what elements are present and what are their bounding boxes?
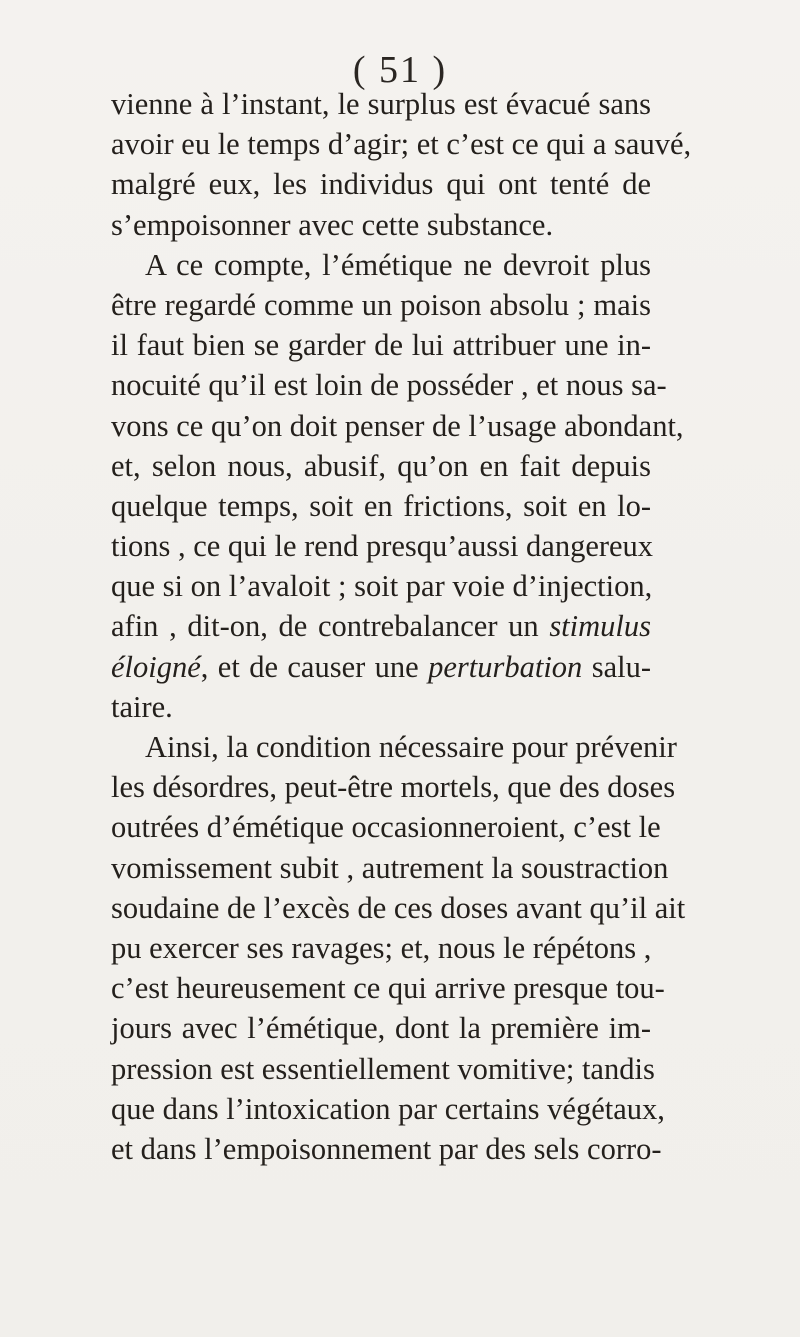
text-line	[111, 365, 667, 405]
text-line	[111, 84, 651, 124]
text-line	[111, 727, 677, 767]
text-span: vienne à l’instant, le surplus est évacué sans	[111, 87, 651, 121]
text-span: salu-	[582, 649, 651, 684]
text-span: avoir eu le temps d’agir; et c’est ce qui a sauvé,	[111, 127, 692, 162]
text-span: vons ce qu’on doit penser de l’usage abondant,	[111, 408, 684, 443]
page-number: ( 51 )	[352, 49, 448, 91]
text-line	[111, 968, 665, 1008]
text-line	[111, 807, 661, 847]
text-span: malgré eux, les individus qui ont tenté de	[111, 167, 651, 202]
text-line	[111, 486, 651, 526]
text-line	[111, 848, 669, 888]
text-line	[111, 285, 651, 325]
text-span: , et de causer une	[200, 649, 429, 684]
text-span: s’empoisonner avec cette substance.	[111, 207, 554, 242]
text-line	[111, 1049, 655, 1089]
text-span: vomissement subit , autrement la soustraction	[111, 850, 669, 885]
italic-text: stimulus	[549, 609, 651, 644]
text-line	[111, 888, 686, 928]
text-span: nocuité qu’il est loin de posséder , et nous sa-	[111, 368, 667, 403]
text-line	[111, 928, 651, 968]
text-span: Ainsi, la condition nécessaire pour prévenir	[145, 730, 677, 764]
text-line	[111, 606, 651, 646]
text-span: être regardé comme un poison absolu ; mais	[111, 287, 651, 322]
text-span: jours avec l’émétique, dont la première im-	[111, 1011, 651, 1046]
text-span: quelque temps, soit en frictions, soit en lo-	[111, 488, 651, 523]
text-span: que si on l’avaloit ; soit par voie d’injection,	[111, 569, 653, 604]
text-line	[111, 406, 684, 446]
text-line	[111, 205, 651, 245]
text-span: il faut bien se garder de lui attribuer une in-	[111, 328, 651, 363]
text-span: afin , dit-on, de contrebalancer un	[111, 609, 550, 644]
text-line	[111, 1089, 665, 1129]
text-line	[111, 1008, 651, 1048]
text-span: les désordres, peut-être mortels, que des doses	[111, 770, 676, 805]
text-span: et dans l’empoisonnement par des sels corro-	[111, 1131, 662, 1166]
text-span: pu exercer ses ravages; et, nous le répétons ,	[111, 930, 652, 965]
text-line	[111, 124, 692, 164]
text-span: pression est essentiellement vomitive; tandis	[111, 1051, 655, 1086]
text-span: outrées d’émétique occasionneroient, c’est le	[111, 810, 661, 845]
text-line	[111, 1129, 662, 1169]
text-span: soudaine de l’excès de ces doses avant qu’il ait	[111, 890, 686, 925]
italic-text: perturbation	[428, 649, 583, 684]
text-span: que dans l’intoxication par certains végétaux,	[111, 1091, 665, 1126]
text-line	[111, 164, 651, 204]
text-line	[111, 767, 676, 807]
italic-text: éloigné	[111, 649, 201, 684]
text-line	[111, 245, 651, 285]
text-line	[111, 566, 651, 606]
text-line	[111, 647, 651, 687]
text-span: et, selon nous, abusif, qu’on en fait depuis	[111, 448, 651, 483]
text-span: taire.	[111, 689, 173, 724]
text-line	[111, 325, 651, 365]
text-span: tions , ce qui le rend presqu’aussi dangereux	[111, 529, 654, 564]
text-span: A ce compte, l’émétique ne devroit plus	[145, 247, 651, 282]
body-text	[111, 84, 692, 1169]
text-line	[111, 687, 651, 727]
text-line	[111, 446, 651, 486]
text-span: c’est heureusement ce qui arrive presque tou-	[111, 971, 665, 1006]
text-line	[111, 526, 654, 566]
